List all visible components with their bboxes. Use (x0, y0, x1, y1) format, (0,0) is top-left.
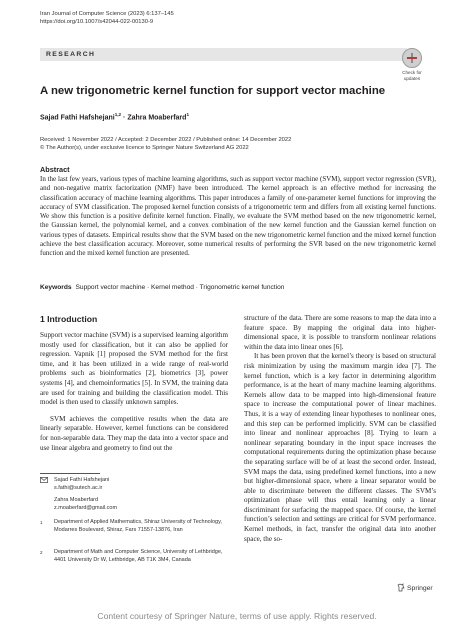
check-updates-icon (402, 48, 422, 68)
keywords (40, 284, 440, 291)
envelope-icon (40, 477, 48, 487)
affiliation-1-mark: 1 (40, 520, 43, 525)
journal-citation: Iran Journal of Computer Science (2023) 6:137–145 (40, 11, 174, 17)
affiliation-2-text: Department of Math and Computer Science, University of Lethbridge, 4401 University Dr W, Lethbridge, AB T1K 3M4, Canada (54, 549, 223, 563)
check-badge-line1: Check for (402, 70, 422, 75)
intro-paragraph-continued: structure of the data. There are some reasons to map the data into a feature space. By mapping the original data into higher-dimensional space, it is possible to transform nonlinear relations within the data into linear ones [6]. (244, 314, 436, 351)
left-column (40, 331, 228, 460)
affiliation-2 (40, 549, 228, 573)
author-list (40, 112, 189, 121)
footnote-divider (40, 473, 100, 474)
author-2[interactable]: Zahra Moaberfard (127, 114, 187, 122)
check-badge-line2: updates (403, 75, 421, 81)
publication-dates (40, 136, 440, 152)
article-title: A new trigonometric kernel function for support vector machine (40, 85, 386, 97)
right-column (244, 314, 436, 544)
article-type-band: RESEARCH (40, 48, 407, 61)
section-heading-introduction: 1 Introduction (40, 314, 98, 324)
check-for-updates-badge[interactable] (394, 48, 430, 81)
intro-paragraph-3: It has been proven that the kernel’s theory is based on structural risk minimization by using the maximum margin idea [7]. The kernel function, which is a key factor in determining algorithm performance, is at the heart of many machine learning algorithms. Kernels allow data to be mapped into high-dimensional feature space to increase the computational power of linear machines. Thus, it is a way of extending linear hypotheses to nonlinear ones, and this step can be performed implicitly. SVM can be classified into linear and nonlinear approaches [8]. Trying to learn a nonlinear separating boundary in the input space increases the computational requirements during the optimization phase because the separating surface will be of at least the second order. Instead, SVM maps the data, using predefined kernel functions, into a new but higher-dimensional space, where a linear separator would be able to discriminate between the different classes. The SVM’s optimization phase will thus entail learning only a linear discriminant for surfacing the mapped space. Of course, the kernel function’s selection and settings are critical for SVM performance. Kernel methods, in fact, transfer the original data into another space, the so- (244, 352, 436, 543)
dates-line: Received: 1 November 2022 / Accepted: 2 December 2022 / Published online: 14 December 2022 (40, 137, 292, 143)
keywords-label: Keywords (40, 284, 72, 291)
journal-doi-link[interactable]: https://doi.org/10.1007/s42044-022-00130-9 (40, 19, 154, 25)
contact-2-name: Zahra Moaberfard (54, 497, 99, 503)
copyright-line: © The Author(s), under exclusive licence to Springer Nature Switzerland AG 2022 (40, 145, 249, 151)
journal-header (40, 10, 174, 26)
author-separator: · (121, 114, 128, 122)
author-1-affiliations: 1,2 (114, 112, 122, 117)
author-2-affiliations: 1 (186, 112, 189, 117)
publisher-name: Springer (407, 585, 433, 592)
affiliation-1 (40, 519, 228, 543)
affiliation-2-mark: 2 (40, 550, 43, 555)
corresponding-author-2 (40, 497, 228, 513)
courtesy-notice: Content courtesy of Springer Nature, terms of use apply. Rights reserved. (97, 611, 377, 621)
springer-horse-icon (397, 583, 405, 594)
contact-2-email[interactable]: z.moaberfard@gmail.com (54, 504, 118, 511)
author-1[interactable]: Sajad Fathi Hafshejani (40, 114, 115, 122)
abstract-heading: Abstract (40, 165, 70, 174)
intro-paragraph-1: Support vector machine (SVM) is a supervised learning algorithm mostly used for classification, but it can also be applied for regression. Vapnik [1] proposed the SVM method for the first time, and it has been utilized in a wide range of real-world problems such as bioinformatics [2], biometrics [3], power systems [4], and chemoinformatics [5]. In SVM, the training data are used for training and building the classification model. This model is then used to classify unknown samples. (40, 331, 228, 407)
publisher-logo (397, 583, 433, 594)
contact-1-email[interactable]: s.fathi@sutech.ac.ir (54, 484, 103, 491)
abstract-text: In the last few years, various types of machine learning algorithms, such as support vector machine (SVM), support vector regression (SVR), and non-negative matrix factorization (NMF) have been introduced. The kernel approach is an effective method for increasing the classification accuracy of machine learning algorithms. This paper introduces a family of one-parameter kernel functions for improving the accuracy of SVM classification. The proposed kernel function consists of a trigonometric term and differs from all existing kernel functions. We show this function is a positive definite kernel function. Finally, we evaluate the SVM method based on the new trigonometric kernel, the Gaussian kernel, the polynomial kernel, and a convex combination of the new kernel function and the Gaussian kernel function on various types of datasets. Empirical results show that the SVM based on the new trigonometric kernel function and the mixed kernel function achieve the best classification accuracy. Moreover, some numerical results of performing the SVR based on the new trigonometric kernel function and the mixed kernel function are presented. (40, 175, 436, 258)
keywords-list: Support vector machine · Kernel method · Trigonometric kernel function (75, 284, 285, 291)
intro-paragraph-2: SVM achieves the competitive results when the data are linearly separable. However, kernel functions can be considered for non-separable data. They map the data into a vector space and use linear algebra and geometry to find out the (40, 414, 228, 452)
corresponding-author-1 (40, 477, 228, 493)
affiliation-1-text: Department of Applied Mathematics, Shiraz University of Technology, Modarres Boulevard, Shiraz, Fars 71557-13876, Iran (54, 519, 222, 533)
contact-1-name: Sajad Fathi Hafshejani (54, 477, 110, 483)
